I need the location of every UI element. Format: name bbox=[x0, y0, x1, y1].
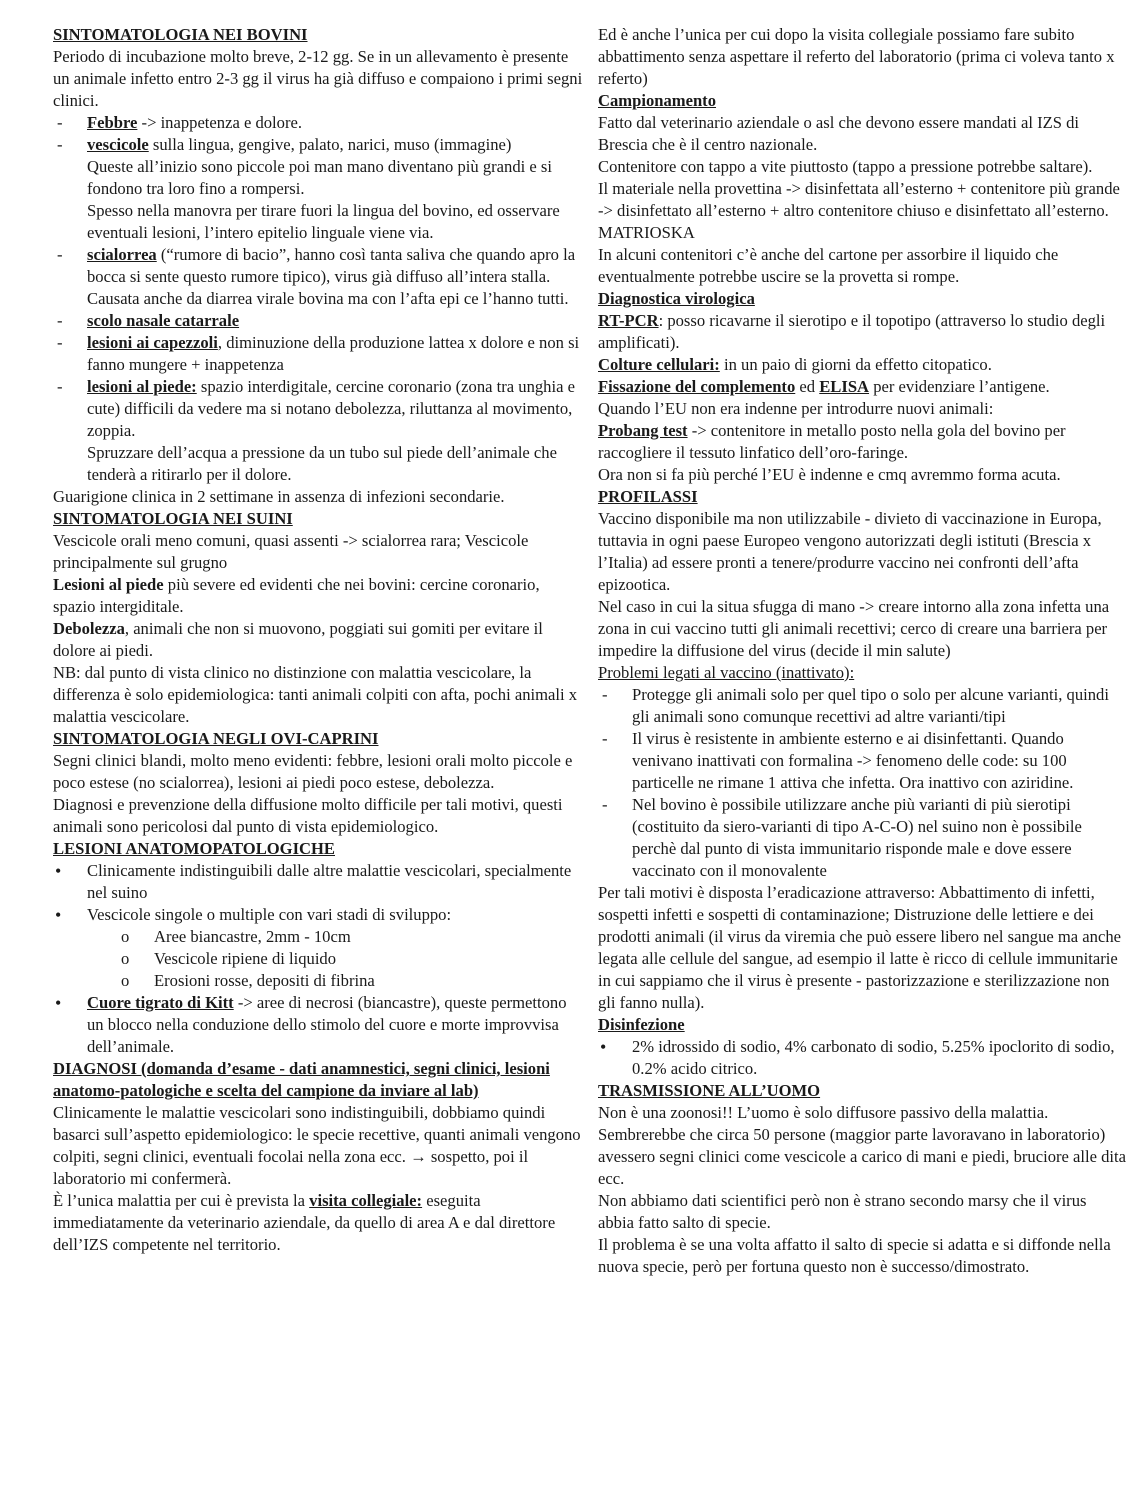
paragraph-probang: Probang test -> contenitore in metallo posto nella gola del bovino per raccogliere il tessuto linfatico dell’oro-faringe. bbox=[598, 421, 1066, 462]
sub-bullet-item: o Erosioni rosse, depositi di fibrina bbox=[53, 970, 583, 992]
paragraph-piede-suini: Lesioni al piede più severe ed evidenti che nei bovini: cercine coronario, spazio intergiditale. bbox=[53, 575, 540, 616]
paragraph-profilassi-2: Nel caso in cui la situa sfugga di mano -> creare intorno alla zona infetta una zona in cui vaccino tutti gli animali recettivi; cerco di creare una barriera per impedire la diffusione del virus (decide il min salute) bbox=[598, 597, 1110, 660]
list-item-capezzoli: - lesioni ai capezzoli, diminuzione della produzione lattea x dolore e non si fanno mungere + inappetenza bbox=[53, 332, 583, 376]
heading-suini: SINTOMATOLOGIA NEI SUINI bbox=[53, 509, 293, 528]
bullet-item-cuore: • Cuore tigrato di Kitt -> aree di necrosi (biancastre), queste permettono un blocco nella conduzione dello stimolo del cuore e morte improvvisa dell’animale. bbox=[53, 992, 583, 1058]
list-item-piede-note: Spruzzare dell’acqua a pressione da un tubo sul piede dell’animale che tenderà a ritirarlo per il dolore. bbox=[87, 443, 557, 484]
heading-diagnosi: DIAGNOSI (domanda d’esame - dati anamnestici, segni clinici, lesioni anatomo-patologiche e scelta del campione da inviare al lab) bbox=[53, 1059, 550, 1100]
paragraph-profilassi-1: Vaccino disponibile ma non utilizzabile - divieto di vaccinazione in Europa, tuttavia in ogni paese Europeo vengono autorizzati degli istituti (Brescia x l’Italia) ad essere pronti a tenere/produrre vaccino nei confronti dell’afta epizootica. bbox=[598, 509, 1102, 594]
paragraph-trasmissione-3: Non abbiamo dati scientifici però non è strano secondo marsy che il virus abbia fatto salto di specie. bbox=[598, 1191, 1087, 1232]
paragraph-campionamento-2: Contenitore con tappo a vite piuttosto (tappo a pressione potrebbe saltare). bbox=[598, 157, 1093, 176]
heading-profilassi: PROFILASSI bbox=[598, 487, 698, 506]
paragraph-debolezza: Debolezza, animali che non si muovono, poggiati sui gomiti per evitare il dolore ai piedi. bbox=[53, 619, 543, 660]
right-column bbox=[598, 24, 1126, 1278]
paragraph-ovi-1: Segni clinici blandi, molto meno evidenti: febbre, lesioni orali molto piccole e poco estese (no scialorrea), lesioni ai piedi poco estese, debolezza. bbox=[53, 751, 573, 792]
list-item-scolo: - scolo nasale catarrale bbox=[53, 310, 583, 332]
paragraph-trasmissione-2: Sembrerebbe che circa 50 persone (maggior parte lavoravano in laboratorio) avessero segni clinici come vescicole a carico di mani e piedi, bruciore alle dita ecc. bbox=[598, 1125, 1127, 1188]
list-item-scialorrea: - scialorrea (“rumore di bacio”, hanno così tanta saliva che quando apro la bocca si sente questo rumore tipico), virus già diffuso all’intera stalla. Causata anche da diarrea virale bovina ma con l’afta epi ce l’hanno tutti. bbox=[53, 244, 583, 310]
heading-problemi-vaccino: Problemi legati al vaccino (inattivato): bbox=[598, 663, 855, 682]
bullet-item: • 2% idrossido di sodio, 4% carbonato di sodio, 5.25% ipoclorito di sodio, 0.2% acido citrico. bbox=[598, 1036, 1126, 1080]
heading-trasmissione: TRASMISSIONE ALL’UOMO bbox=[598, 1081, 821, 1100]
heading-bovini: SINTOMATOLOGIA NEI BOVINI bbox=[53, 25, 308, 44]
paragraph-nb: NB: dal punto di vista clinico no distinzione con malattia vescicolare, la differenza è solo epidemiologica: tanti animali colpiti con afta, pochi animali x malattia vescicolare. bbox=[53, 663, 578, 726]
list-item: - Il virus è resistente in ambiente esterno e ai disinfettanti. Quando venivano inattivati con formalina -> fenomeno delle code: su 100 particelle ne rimane 1 attiva che infetta. Ora inattivo con aziridine. bbox=[598, 728, 1126, 794]
paragraph-campionamento-3: Il materiale nella provettina -> disinfettata all’esterno + contenitore più grande -> disinfettato all’esterno + altro contenitore chiuso e disinfettato all’esterno. MATRIOSKA bbox=[598, 179, 1120, 242]
list-item-vescicole-note: Queste all’inizio sono piccole poi man mano diventano più grandi e si fondono tra loro fino a rompersi. bbox=[87, 157, 552, 198]
heading-disinfezione: Disinfezione bbox=[598, 1015, 685, 1034]
paragraph-guarigione: Guarigione clinica in 2 settimane in assenza di infezioni secondarie. bbox=[53, 487, 505, 506]
paragraph-suini: Vescicole orali meno comuni, quasi assenti -> scialorrea rara; Vescicole principalmente sul grugno bbox=[53, 531, 529, 572]
paragraph-campionamento-1: Fatto dal veterinario aziendale o asl che devono essere mandati al IZS di Brescia che è il centro nazionale. bbox=[598, 113, 1080, 154]
heading-campionamento: Campionamento bbox=[598, 91, 717, 110]
paragraph-colture: Colture cellulari: in un paio di giorni da effetto citopatico. bbox=[598, 355, 992, 374]
list-item-piede: - lesioni al piede: spazio interdigitale, cercine coronario (zona tra unghia e cute) difficili da vedere ma si notano debolezza, riluttanza al movimento, zoppia. bbox=[53, 376, 583, 442]
list-item-febbre: - Febbre -> inappetenza e dolore. bbox=[53, 112, 583, 134]
paragraph-ora: Ora non si fa più perché l’EU è indenne e cmq avremmo forma acuta. bbox=[598, 465, 1061, 484]
bullet-item: • Vescicole singole o multiple con vari stadi di sviluppo: bbox=[53, 904, 583, 926]
heading-lesioni: LESIONI ANATOMOPATOLOGICHE bbox=[53, 839, 335, 858]
sub-bullet-item: o Vescicole ripiene di liquido bbox=[53, 948, 583, 970]
list-item: - Nel bovino è possibile utilizzare anche più varianti di più sierotipi (costituito da siero-varianti di tipo A-C-O) nel suino non è possibile perchè dal punto di vista immunitario risponde male e dove essere vaccinato con il monovalente bbox=[598, 794, 1126, 882]
paragraph-trasmissione-4: Il problema è se una volta affatto il salto di specie si adatta e si diffonde nella nuova specie, però per fortuna questo non è successo/dimostrato. bbox=[598, 1235, 1111, 1276]
heading-ovi-caprini: SINTOMATOLOGIA NEGLI OVI-CAPRINI bbox=[53, 729, 379, 748]
paragraph-fissazione: Fissazione del complemento ed ELISA per evidenziare l’antigene. bbox=[598, 377, 1050, 396]
list-item-vescicole: - vescicole sulla lingua, gengive, palato, narici, muso (immagine) bbox=[53, 134, 583, 156]
left-column bbox=[53, 24, 583, 1256]
paragraph-campionamento-4: In alcuni contenitori c’è anche del cartone per assorbire il liquido che eventualmente potrebbe uscire se la provetta si rompe. bbox=[598, 245, 1059, 286]
list-item-vescicole-note: Spesso nella manovra per tirare fuori la lingua del bovino, ed osservare eventuali lesioni, l’intero epitelio linguale viene via. bbox=[87, 201, 560, 242]
paragraph-ovi-2: Diagnosi e prevenzione della diffusione molto difficile per tali motivi, questi animali sono pericolosi dal punto di vista epidemiologico. bbox=[53, 795, 563, 836]
paragraph-diagnosi-2: È l’unica malattia per cui è prevista la visita collegiale: eseguita immediatamente da veterinario aziendale, da quello di area A e dal direttore dell’IZS competente nel territorio. bbox=[53, 1191, 556, 1254]
paragraph-diagnosi-1: Clinicamente le malattie vescicolari sono indistinguibili, dobbiamo quindi basarci sull’aspetto epidemiologico: le specie recettive, quanti animali vengono colpiti, segni clinici, eventuali focolai nella zona ecc. → sospetto, poi il laboratorio mi confermerà. bbox=[53, 1103, 581, 1188]
paragraph-eradicazione: Per tali motivi è disposta l’eradicazione attraverso: Abbattimento di infetti, sospetti infetti e sospetti di contaminazione; Distruzione delle lettiere e dei prodotti animali (il virus da viremia che può essere libero nel sangue ma anche legata alle cellule del sangue, ad esempio il latte è ricco di cellule immunitarie in cui sappiamo che il virus è presente - pastorizzazione e sterilizzazione non gli fanno nulla). bbox=[598, 883, 1121, 1012]
sub-bullet-item: o Aree biancastre, 2mm - 10cm bbox=[53, 926, 583, 948]
paragraph-intro: Ed è anche l’unica per cui dopo la visita collegiale possiamo fare subito abbattimento senza aspettare il referto del laboratorio (prima ci voleva tanto x referto) bbox=[598, 25, 1115, 88]
list-item: - Protegge gli animali solo per quel tipo o solo per alcune varianti, quindi gli animali sono comunque recettivi ad altre varianti/tipi bbox=[598, 684, 1126, 728]
paragraph-rtpcr: RT-PCR: posso ricavarne il sierotipo e il topotipo (attraverso lo studio degli amplificati). bbox=[598, 311, 1106, 352]
paragraph-incubazione: Periodo di incubazione molto breve, 2-12 gg. Se in un allevamento è presente un animale infetto entro 2-3 gg il virus ha già diffuso e compaiono i primi segni clinici. bbox=[53, 47, 583, 110]
heading-diagnostica: Diagnostica virologica bbox=[598, 289, 755, 308]
bullet-item: • Clinicamente indistinguibili dalle altre malattie vescicolari, specialmente nel suino bbox=[53, 860, 583, 904]
paragraph-eu: Quando l’EU non era indenne per introdurre nuovi animali: bbox=[598, 399, 994, 418]
paragraph-trasmissione-1: Non è una zoonosi!! L’uomo è solo diffusore passivo della malattia. bbox=[598, 1103, 1049, 1122]
